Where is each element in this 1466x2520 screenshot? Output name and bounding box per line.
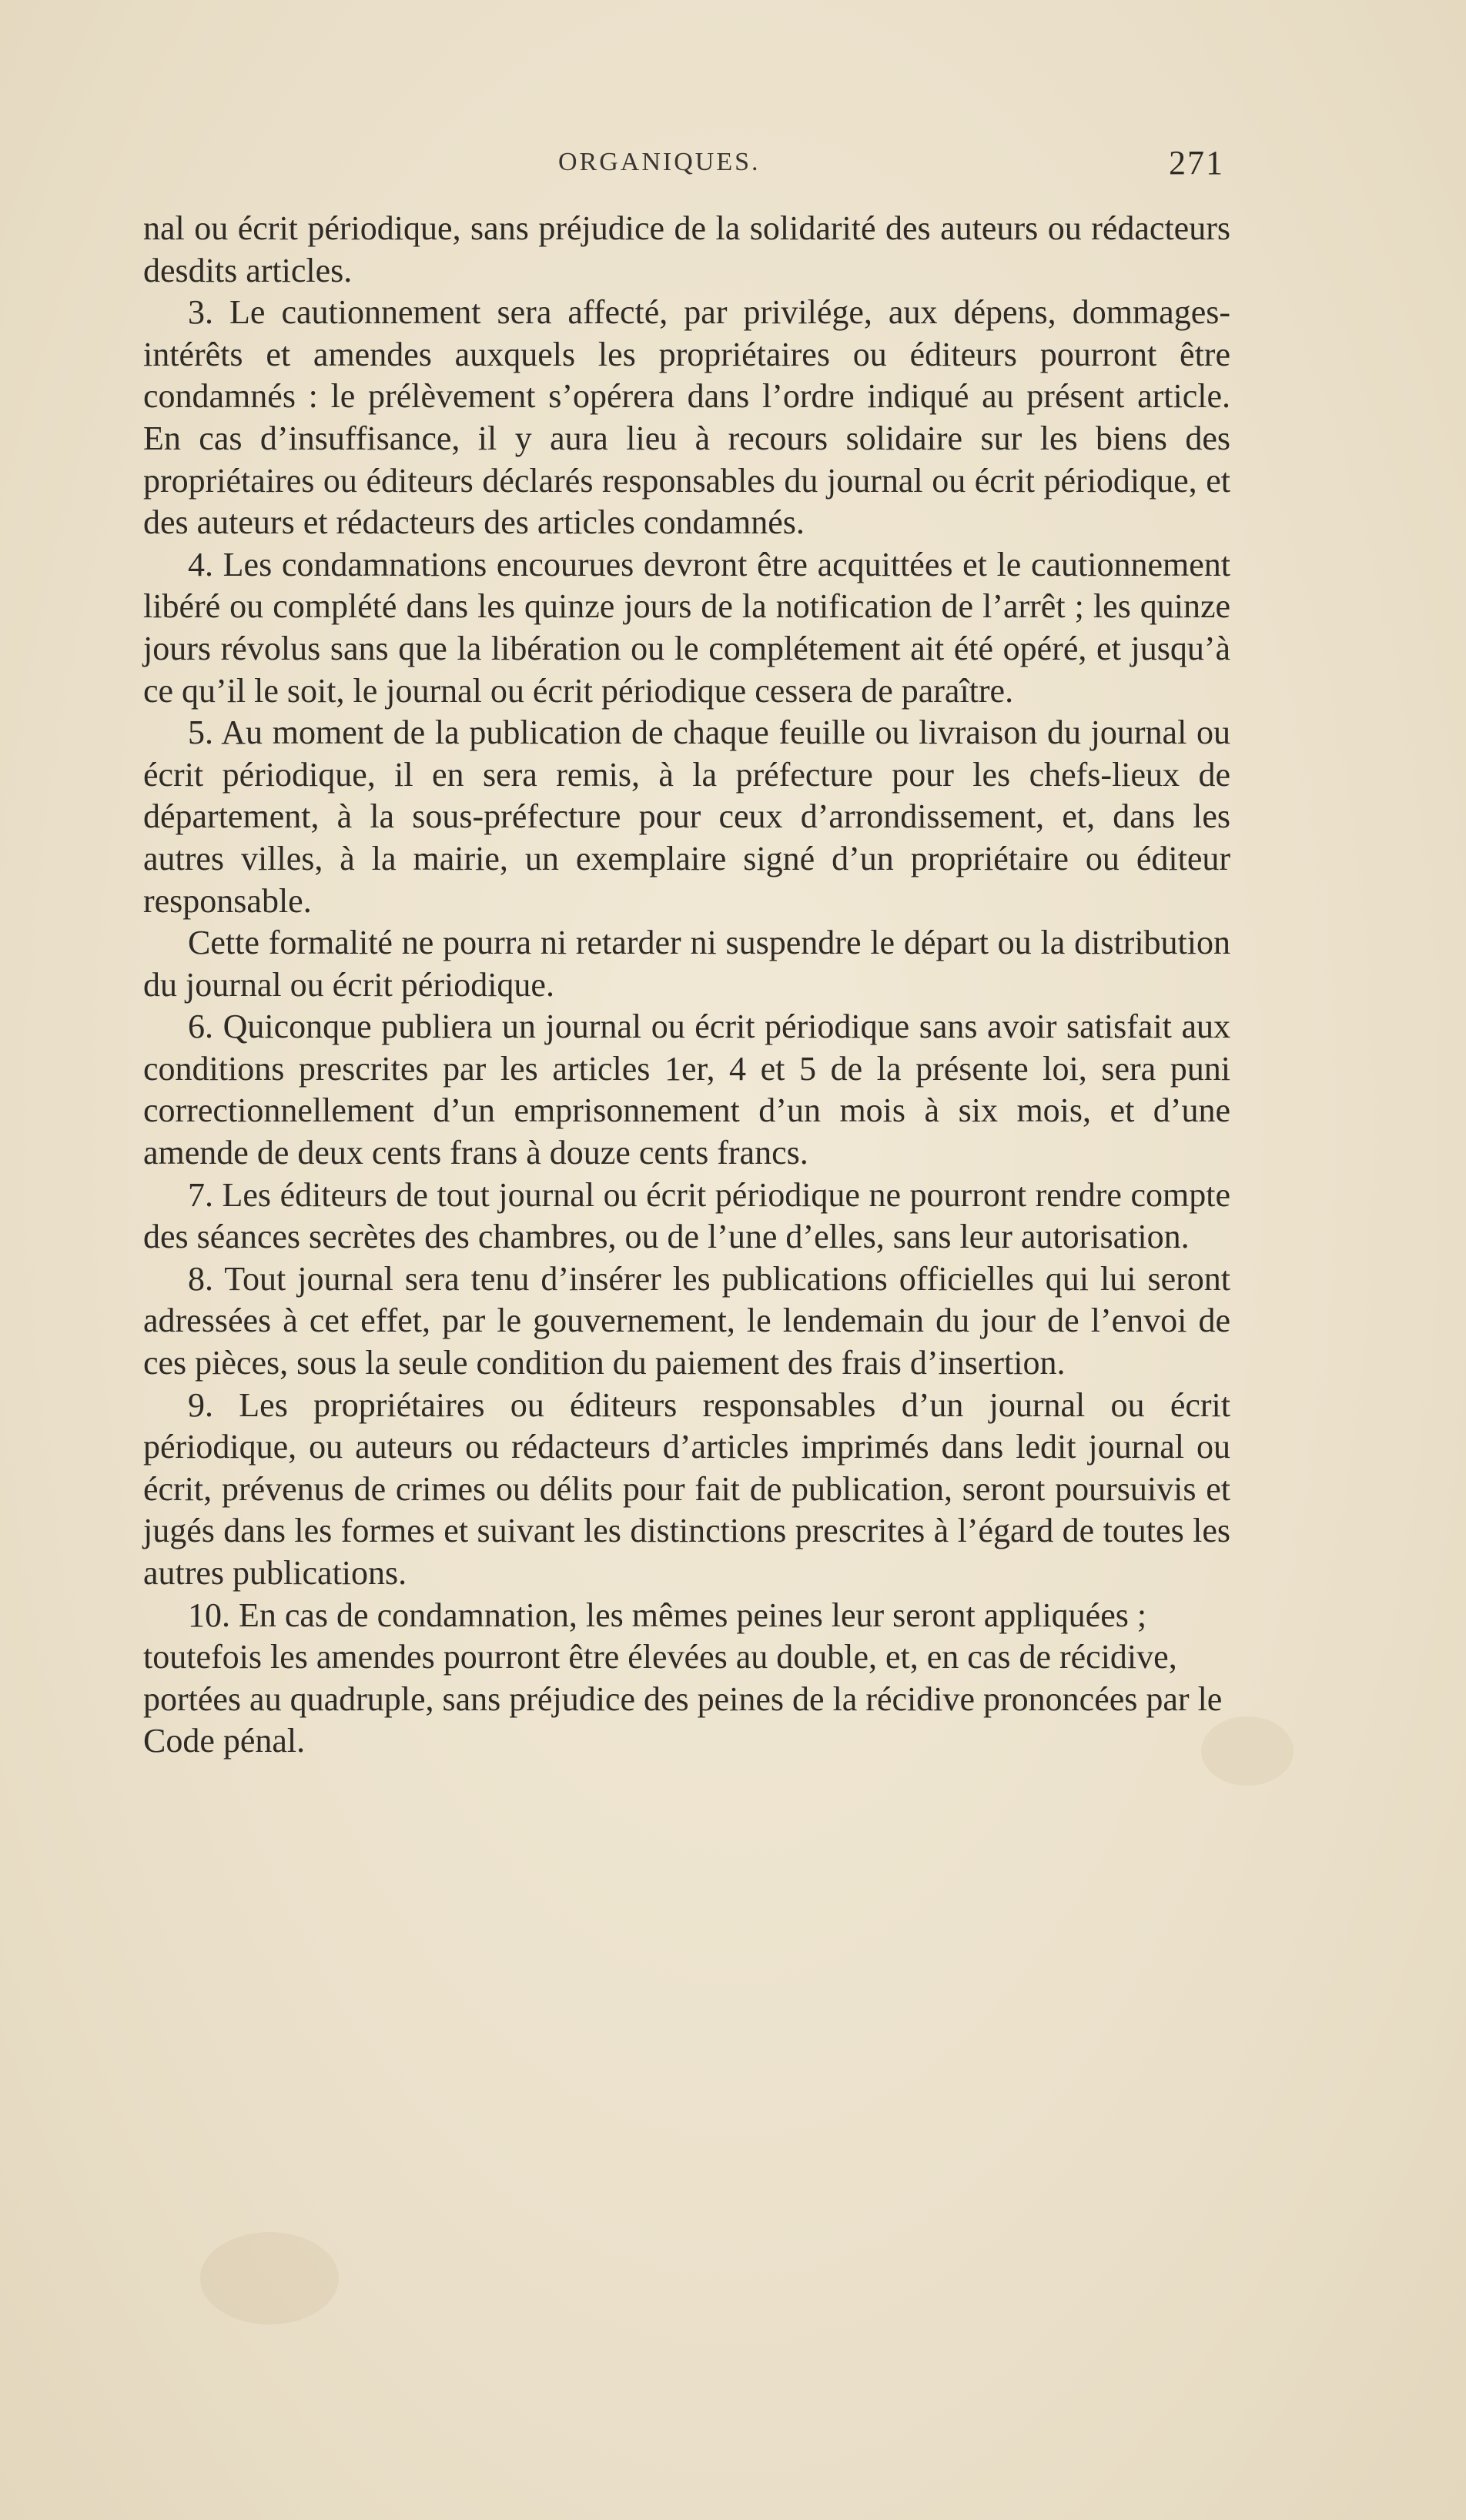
article-10: 10. En cas de condamnation, les mêmes peines leur seront appliquées ; toutefois les amendes pourront être élevées au double, et, en cas de récidive, portées au quadruple, sans préjudice des peines de la récidive prononcées par le Code pénal. — [143, 1596, 1223, 1760]
page-number: 271 — [1169, 144, 1224, 182]
article-9: 9. Les propriétaires ou éditeurs responsables d’un journal ou écrit périodique, ou auteurs ou rédacteurs d’articles imprimés dans ledit journal ou écrit, prévenus de crimes ou délits pour fait de publication, seront poursuivis et jugés dans les formes et suivant les distinctions prescrites à l’égard de toutes les autres publications. — [143, 1385, 1230, 1592]
running-head — [139, 143, 1224, 189]
article-8: 8. Tout journal sera tenu d’insérer les publications officielles qui lui seront adressées à cet effet, par le gouvernement, le lendemain du jour de l’envoi de ces pièces, sous la seule condition du paiement des frais d’insertion. — [143, 1259, 1230, 1382]
paragraph-continuation: nal ou écrit périodique, sans préjudice de la solidarité des auteurs ou rédacteurs desdits articles. — [143, 209, 1230, 289]
paper-stain — [200, 2232, 339, 2324]
article-5-continuation: Cette formalité ne pourra ni retarder ni suspendre le départ ou la distribution du journal ou écrit périodique. — [143, 924, 1230, 1004]
running-title: ORGANIQUES. — [558, 148, 761, 176]
article-5: 5. Au moment de la publication de chaque feuille ou livraison du journal ou écrit périodique, il en sera remis, à la préfecture pour les chefs-lieux de département, à la sous-préfecture pour ceux d’arrondissement, et, dans les autres villes, à la mairie, un exemplaire signé d’un propriétaire ou éditeur responsable. — [143, 714, 1230, 920]
article-3: 3. Le cautionnement sera affecté, par privilége, aux dépens, dommages-intérêts et amendes auxquels les propriétaires ou éditeurs pourront être condamnés : le prélèvement s’opérera dans l’ordre indiqué au présent article. En cas d’insuffisance, il y aura lieu à recours solidaire sur les biens des propriétaires ou éditeurs déclarés responsables du journal ou écrit périodique, et des auteurs et rédacteurs des articles condamnés. — [143, 293, 1230, 542]
article-6: 6. Quiconque publiera un journal ou écrit périodique sans avoir satisfait aux conditions prescrites par les articles 1er, 4 et 5 de la présente loi, sera puni correctionnellement d’un emprisonnement d’un mois à six mois, et d’une amende de deux cents frans à douze cents francs. — [143, 1008, 1230, 1172]
body-text — [143, 208, 1230, 1763]
article-4: 4. Les condamnations encourues devront être acquittées et le cautionnement libéré ou complété dans les quinze jours de la notification de l’arrêt ; les quinze jours révolus sans que la libération ou le complétement ait été opéré, et jusqu’à ce qu’il le soit, le journal ou écrit périodique cessera de paraître. — [143, 545, 1230, 710]
article-7: 7. Les éditeurs de tout journal ou écrit périodique ne pourront rendre compte des séances secrètes des chambres, ou de l’une d’elles, sans leur autorisation. — [143, 1175, 1230, 1256]
